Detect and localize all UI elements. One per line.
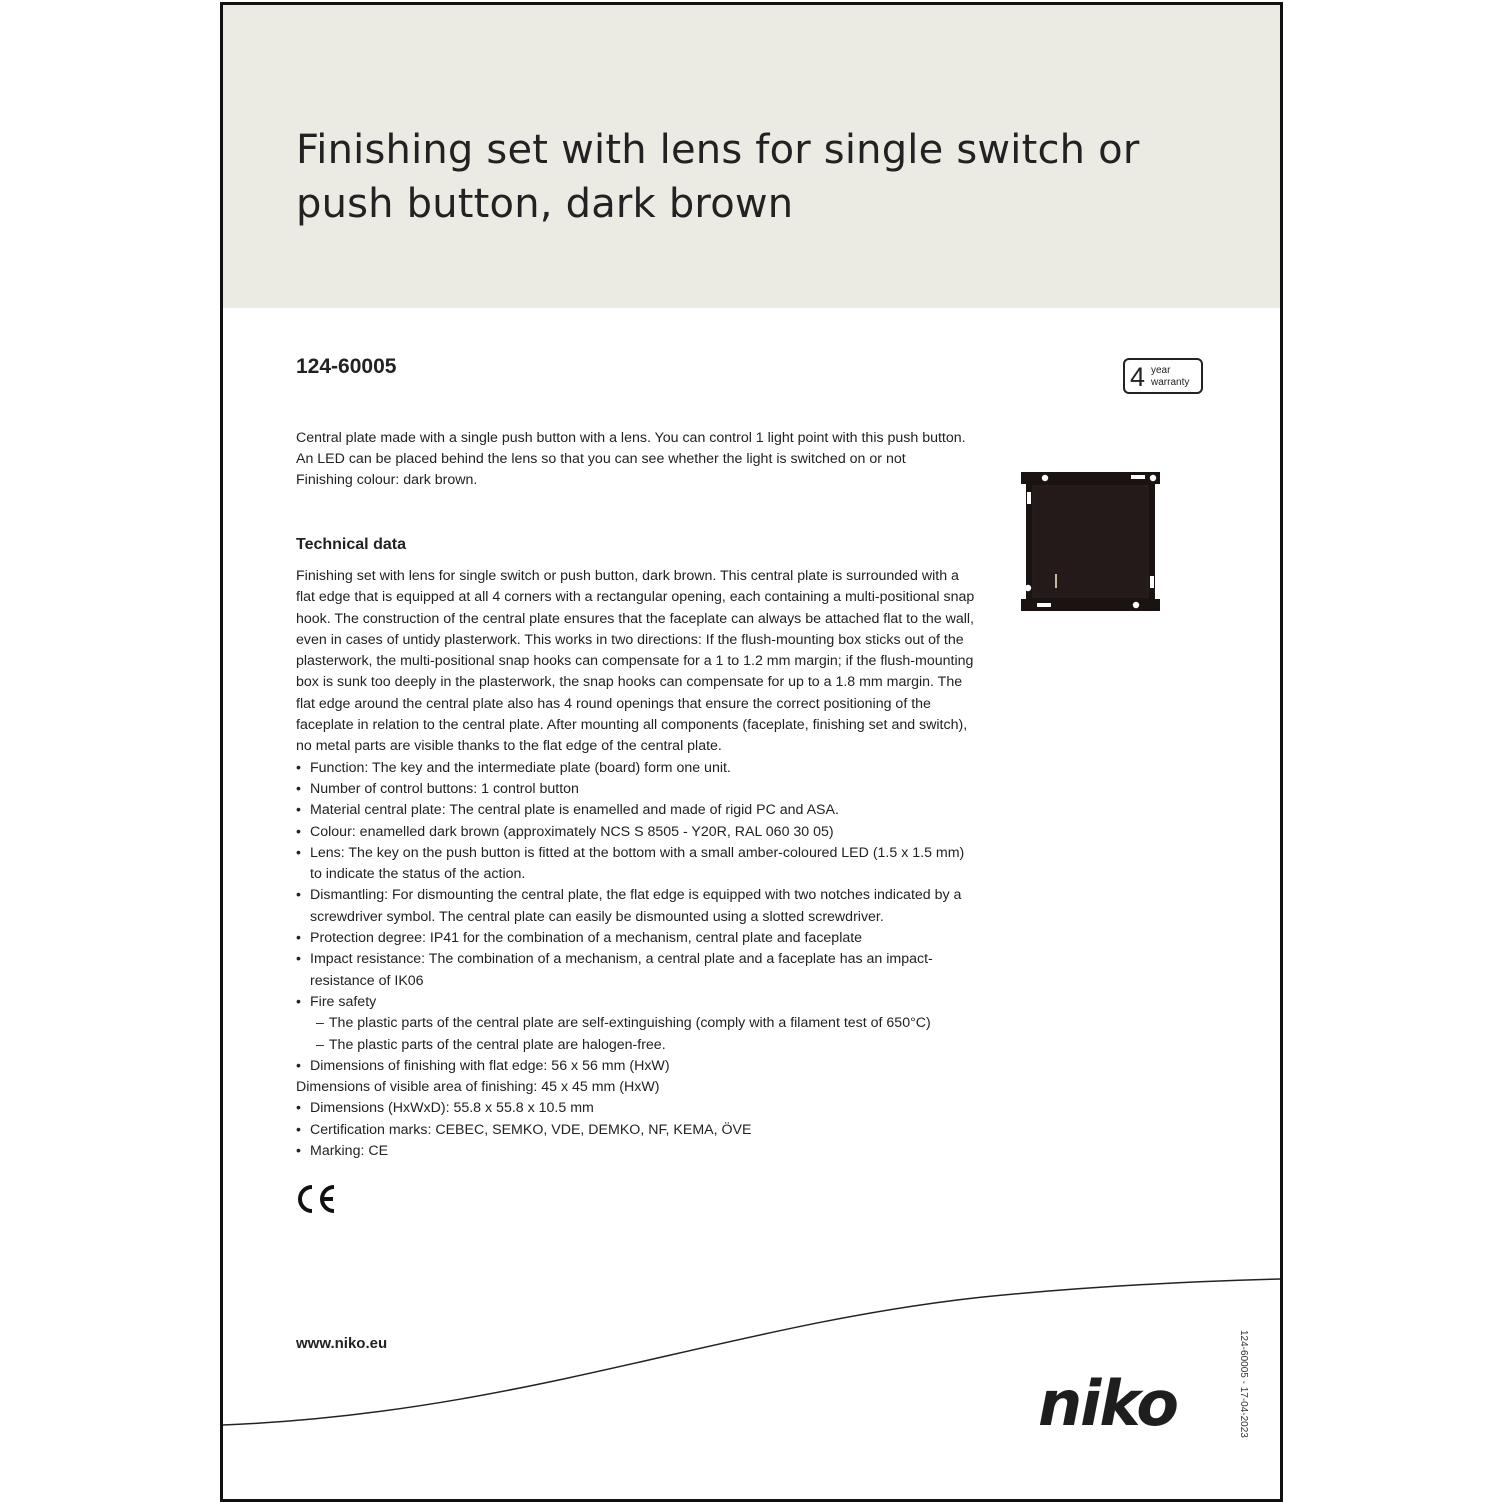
website-link[interactable]: www.niko.eu (296, 1335, 388, 1352)
spec-item: • Dimensions of finishing with flat edge: 56 x 56 mm (HxW) (296, 1056, 976, 1077)
product-description: Central plate made with a single push button with a lens. You can control 1 light point with this push button. An LED can be placed behind the lens so that you can see whether the light is switched on or not Finishing colour: dark brown. (296, 430, 966, 488)
warranty-years: 4 (1130, 362, 1146, 392)
product-image (1019, 470, 1162, 613)
warranty-badge (1123, 358, 1203, 394)
spec-item: • Lens: The key on the push button is fitted at the bottom with a small amber-coloured LED (1.5 x 1.5 mm) to indicate the status of the action. (296, 843, 976, 886)
corner-hole (1042, 475, 1048, 481)
technical-data-heading: Technical data (296, 536, 406, 553)
fire-safety-item (296, 1013, 976, 1034)
push-button-key (1033, 486, 1148, 597)
spec-item: • Material central plate: The central plate is enamelled and made of rigid PC and ASA. (296, 800, 976, 821)
spec-item: • Impact resistance: The combination of a mechanism, a central plate and a faceplate has an impact-resistance of IK06 (296, 949, 976, 992)
fire-safety-list (296, 1013, 976, 1056)
spec-item: • Dimensions (HxWxD): 55.8 x 55.8 x 10.5 mm (296, 1098, 976, 1119)
datasheet-page (220, 2, 1283, 1502)
spec-item: • Number of control buttons: 1 control button (296, 779, 976, 800)
lens (1055, 574, 1057, 588)
spec-list-marks (296, 1098, 976, 1162)
visible-area-dimensions: Dimensions of visible area of finishing: 45 x 45 mm (HxW) (296, 1079, 660, 1096)
page-title: Finishing set with lens for single switch or push button, dark brown (296, 127, 1140, 227)
warranty-label-warranty: warranty (1151, 377, 1190, 388)
spec-item: • Certification marks: CEBEC, SEMKO, VDE, DEMKO, NF, KEMA, ÖVE (296, 1120, 976, 1141)
snap-opening (1131, 475, 1145, 479)
warranty-label-year: year (1151, 365, 1171, 376)
document-reference (1233, 1330, 1253, 1440)
snap-opening (1150, 576, 1154, 588)
fire-safety-label: Fire safety (310, 993, 377, 1010)
niko-logo (1038, 1369, 1208, 1431)
spec-item: • Dismantling: For dismounting the central plate, the flat edge is equipped with two notches indicated by a screwdriver symbol. The central plate can easily be dismounted using a slotted screwdriver. (296, 885, 976, 928)
corner-hole (1025, 585, 1031, 591)
fire-safety-item-text: The plastic parts of the central plate are self-extinguishing (comply with a filament test of 650°C) (328, 1015, 931, 1032)
corner-hole (1150, 475, 1156, 481)
article-number: 124-60005 (296, 355, 397, 378)
spec-list-dimensions (296, 1056, 976, 1077)
spec-item: • Protection degree: IP41 for the combination of a mechanism, central plate and faceplate (296, 928, 976, 949)
spec-item: • Marking: CE (296, 1141, 976, 1162)
fire-safety-item-text: The plastic parts of the central plate are halogen-free. (328, 1036, 666, 1053)
snap-opening (1037, 603, 1051, 607)
technical-data-body (296, 566, 976, 1162)
document-reference-text: 124-60005 - 17-04-2023 (1238, 1330, 1249, 1438)
corner-hole (1133, 602, 1139, 608)
svg-text:niko: niko (1038, 1369, 1178, 1431)
fire-safety-item (296, 1035, 976, 1056)
spec-item: • Colour: enamelled dark brown (approximately NCS S 8505 - Y20R, RAL 060 30 05) (296, 822, 976, 843)
spec-item-fire-safety (296, 992, 976, 1013)
spec-list (296, 758, 976, 1014)
ce-mark-icon (296, 1183, 340, 1215)
snap-opening (1027, 492, 1031, 504)
spec-item: • Function: The key and the intermediate plate (board) form one unit. (296, 758, 976, 779)
technical-paragraph: Finishing set with lens for single switch or push button, dark brown. This central plate is surrounded with a flat edge that is equipped at all 4 corners with a rectangular opening, each containing a multi-positional snap hook. The construction of the central plate ensures that the faceplate can always be attached flat to the wall, even in cases of untidy plasterwork. This works in two directions: If the flush-mounting box sticks out of the plasterwork, the multi-positional snap hooks can compensate for a 1 to 1.2 mm margin; if the flush-mounting box is sunk too deeply in the plasterwork, the snap hooks can compensate for up to a 1.8 mm margin. The flat edge around the central plate also has 4 round openings that ensure the correct positioning of the faceplate in relation to the central plate. After mounting all components (faceplate, finishing set and switch), no metal parts are visible thanks to the flat edge of the central plate. (296, 568, 975, 755)
